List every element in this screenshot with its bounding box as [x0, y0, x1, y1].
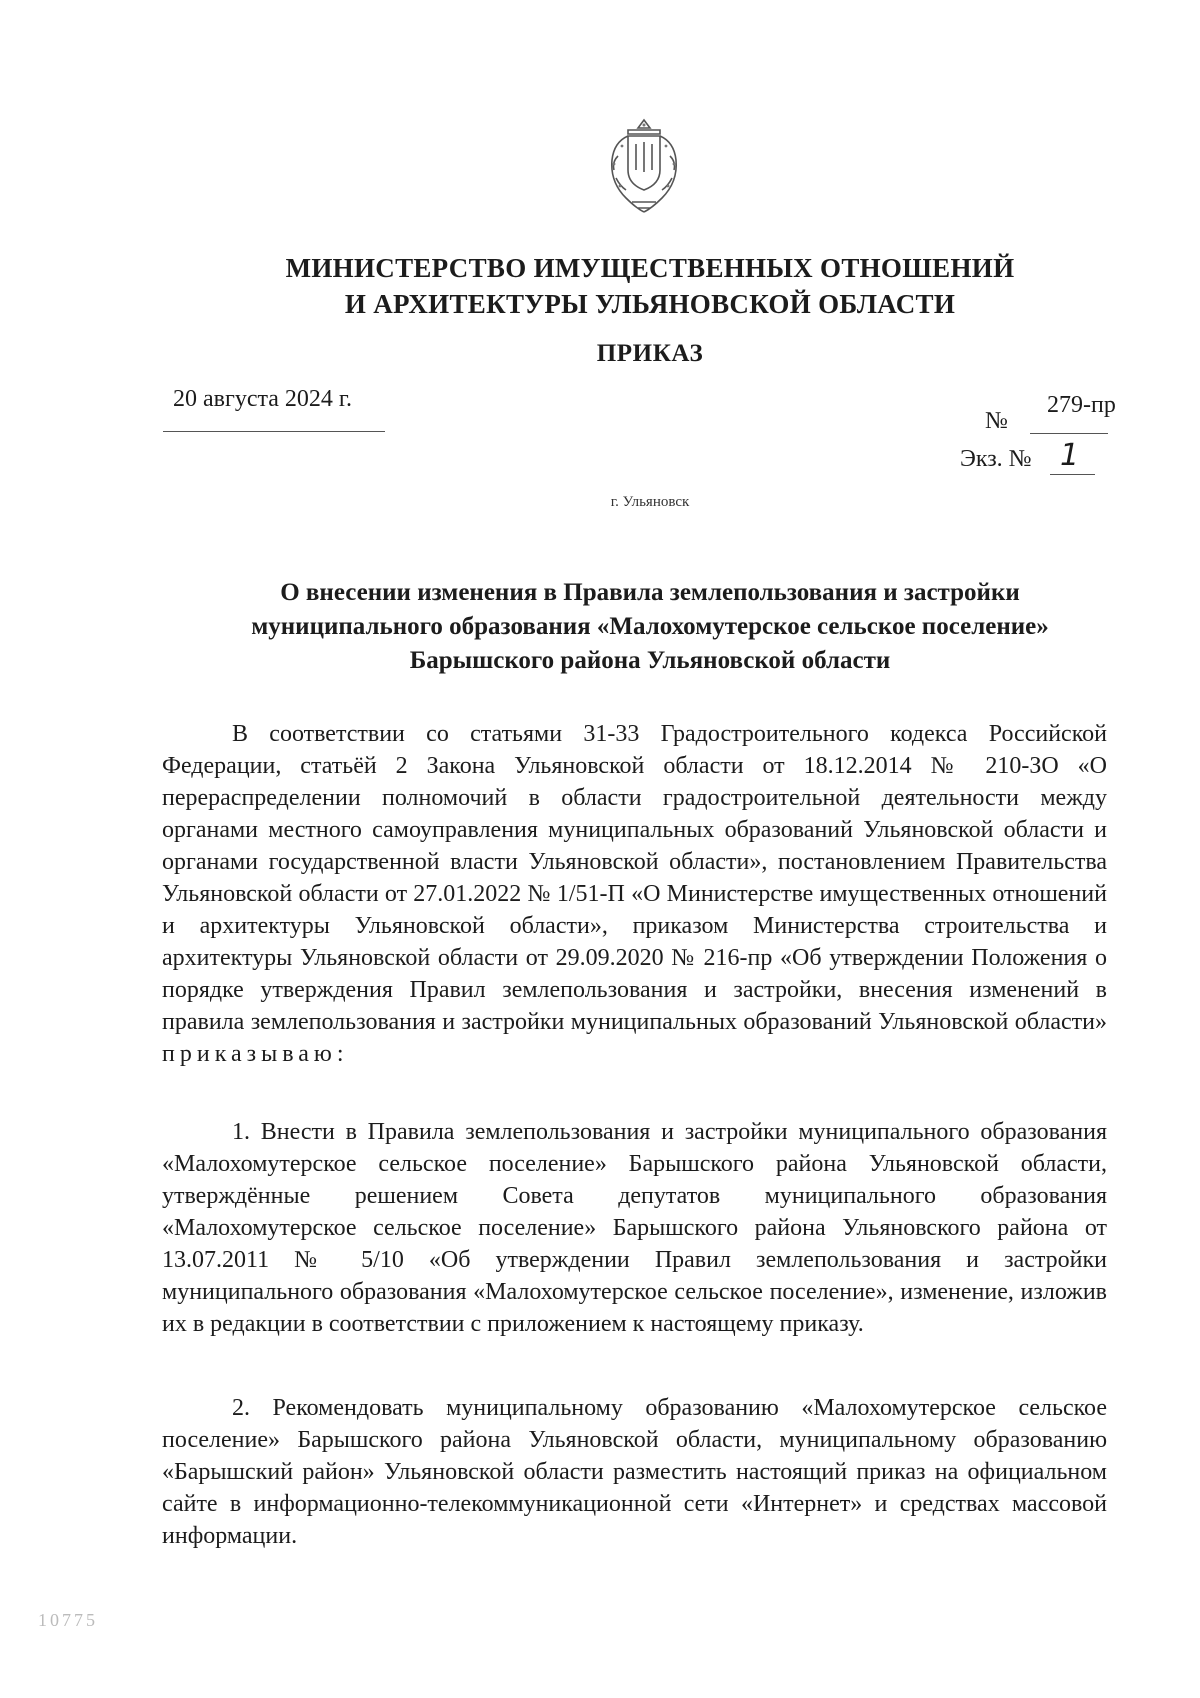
ulyanovsk-coat-of-arms-icon [598, 116, 690, 220]
clause-1-text: 1. Внести в Правила землепользования и застройки муниципального образования «Малохомутерское сельское поселение» Барышского района Ульяновской области, утверждённые решением Совета депутатов муниципального образования «Малохомутерское сельское поселение» Барышского района Ульяновского района от 13.07.2011 № 5/10 «Об утверждении Правил землепользования и застройки муниципального образования «Малохомутерское сельское поселение», изменение, изложив их в редакции в соответствии с приложением к настоящему приказу. [162, 1119, 1107, 1337]
clause-1 [162, 1116, 1107, 1340]
number-underline [1030, 433, 1108, 434]
order-subject [150, 576, 1150, 678]
order-number: 279-пр [1047, 392, 1116, 418]
copy-underline [1050, 474, 1095, 475]
preamble-paragraph [162, 718, 1107, 1070]
subject-line3: Барышского района Ульяновской области [409, 647, 891, 674]
document-type-title: ПРИКАЗ [596, 340, 704, 367]
subject-line2: муниципального образования «Малохомутерское сельское поселение» [251, 613, 1049, 640]
date-underline [163, 431, 385, 432]
preamble-text: В соответствии со статьями 31-33 Градостроительного кодекса Российской Федерации, статьёй 2 Закона Ульяновской области от 18.12.2014 № 210-ЗО «О перераспределении полномочий в области градостроительной деятельности между органами местного самоуправления муниципальных образований Ульяновской области и органами государственной власти Ульяновской области», постановлением Правительства Ульяновской области от 27.01.2022 № 1/51-П «О Министерстве имущественных отношений и архитектуры Ульяновской области», приказом Министерства строительства и архитектуры Ульяновской области от 29.09.2020 № 216-пр «Об утверждении Положения о порядке утверждения Правил землепользования и застройки, внесения изменений в правила землепользования и застройки муниципальных образований Ульяновской области» [162, 721, 1107, 1035]
clause-2-text: 2. Рекомендовать муниципальному образованию «Малохомутерское сельское поселение» Барышского района Ульяновской области, муниципальному образованию «Барышский район» Ульяновской области разместить настоящий приказ на официальном сайте в информационно-телекоммуникационной сети «Интернет» и средствах массовой информации. [162, 1395, 1107, 1549]
order-date: 20 августа 2024 г. [173, 386, 353, 412]
order-verb: приказываю: [162, 1041, 349, 1067]
ministry-name-line2: И АРХИТЕКТУРЫ УЛЬЯНОВСКОЙ ОБЛАСТИ [344, 289, 956, 319]
copy-number: 1 [1060, 438, 1080, 473]
order-number-label: № [985, 408, 1008, 434]
copy-number-label: Экз. № [960, 446, 1032, 472]
clause-2 [162, 1392, 1107, 1552]
subject-line1: О внесении изменения в Правила землепользования и застройки [280, 579, 1020, 606]
ministry-name-line1: МИНИСТЕРСТВО ИМУЩЕСТВЕННЫХ ОТНОШЕНИЙ [285, 253, 1015, 283]
faint-stamp-number: 10775 [38, 1610, 98, 1630]
issuing-city: г. Ульяновск [610, 494, 690, 510]
